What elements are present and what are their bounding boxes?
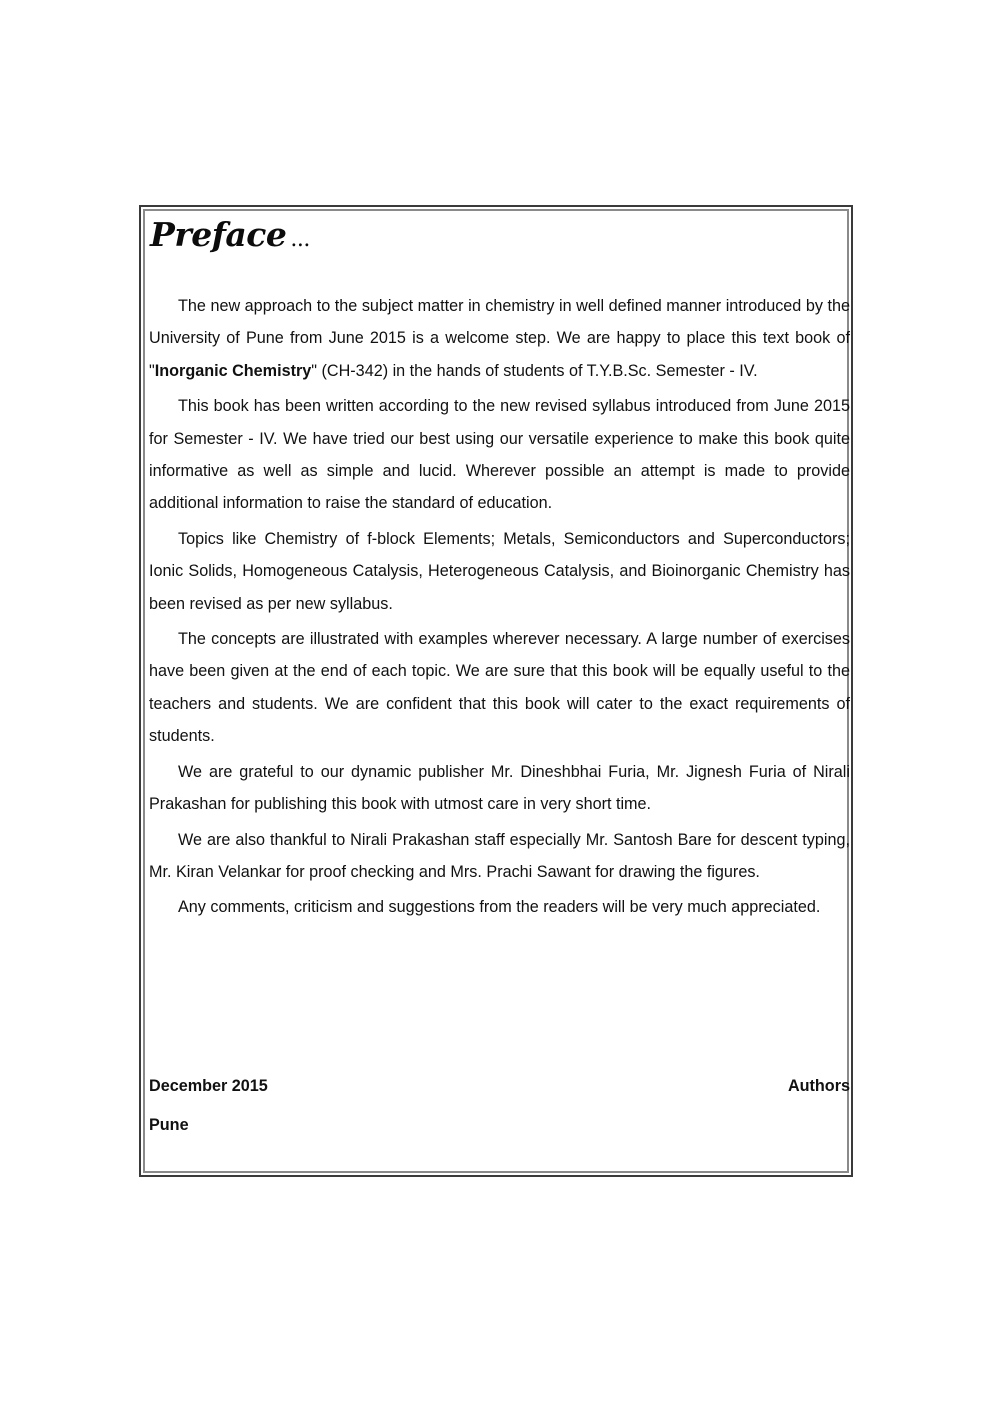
- signature-date: December 2015: [149, 1077, 268, 1095]
- preface-frame: [139, 205, 853, 1177]
- paragraph-2: This book has been written according to the new revised syllabus introduced from June 2015 for Semester - IV. We have tried our best using our versatile experience to make this book quite informative as well as simple and lucid. Wherever possible an attempt is made to provide additional information to raise the standard of education.: [149, 397, 850, 513]
- paragraph-1-text-after: " (CH-342) in the hands of students of T.Y.B.Sc. Semester - IV.: [311, 361, 758, 380]
- paragraph-3: Topics like Chemistry of f-block Elements; Metals, Semiconductors and Superconductors; Ionic Solids, Homogeneous Catalysis, Heterogeneous Catalysis, and Bioinorganic Chemistry has been revised as per new syllabus.: [149, 529, 850, 613]
- page-title: [150, 215, 310, 254]
- paragraph-5: We are grateful to our dynamic publisher Mr. Dineshbhai Furia, Mr. Jignesh Furia of Nirali Prakashan for publishing this book with utmost care in very short time.: [149, 762, 850, 814]
- signature-authors: Authors: [787, 1077, 850, 1095]
- paragraph-6: We are also thankful to Nirali Prakashan staff especially Mr. Santosh Bare for descent typing, Mr. Kiran Velankar for proof checking and Mrs. Prachi Sawant for drawing the figures.: [149, 830, 850, 881]
- signature-place: Pune: [149, 1116, 189, 1134]
- paragraph-1: [149, 290, 850, 387]
- book-title-bold: Inorganic Chemistry: [154, 361, 312, 380]
- preface-body: [149, 290, 850, 927]
- paragraph-7: Any comments, criticism and suggestions from the readers will be very much appreciated.: [178, 898, 821, 917]
- paragraph-1-text-before: The new approach to the subject matter in chemistry in well defined manner introduced by the University of Pune from June 2015 is a welcome step. We are happy to place this text book of ": [149, 297, 850, 380]
- preface-frame-inner: [143, 209, 849, 1173]
- paragraph-4: The concepts are illustrated with examples wherever necessary. A large number of exercises have been given at the end of each topic. We are sure that this book will be equally useful to the teachers and students. We are confident that this book will cater to the exact requirements of students.: [149, 630, 850, 746]
- title-ellipsis: ...: [290, 227, 310, 252]
- title-text: Preface: [150, 215, 287, 254]
